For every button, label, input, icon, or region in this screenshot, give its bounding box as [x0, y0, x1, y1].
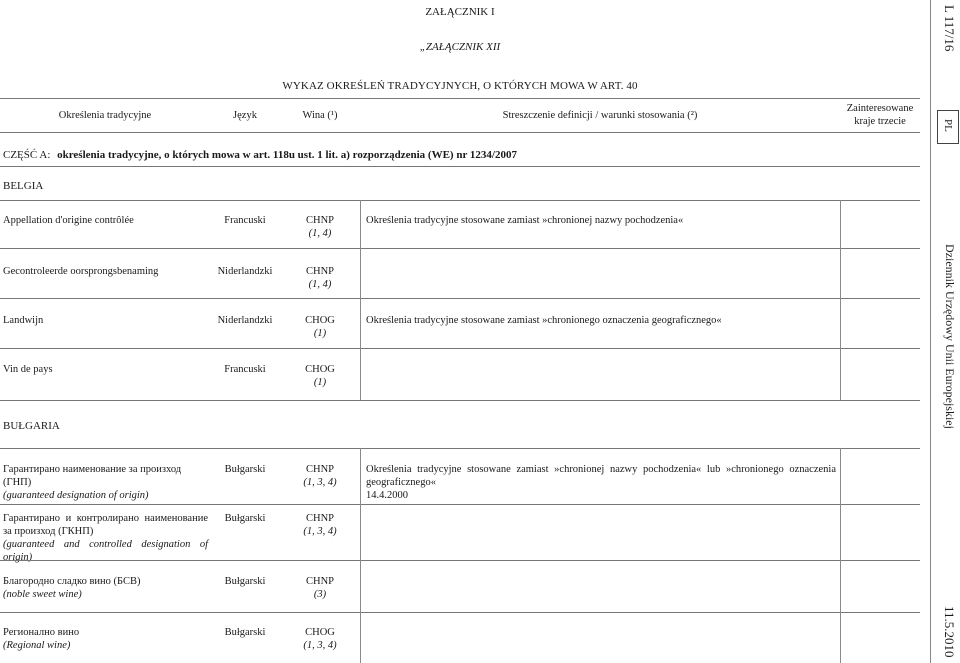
table-row-language: Francuski	[224, 215, 266, 226]
table-row-term: Appellation d'origine contrôlée	[3, 215, 134, 226]
term-native: Регионално вино	[3, 627, 80, 638]
table-row-language: Niderlandzki	[217, 266, 273, 277]
wine-note: (1, 3, 4)	[303, 526, 337, 537]
wine-note: (1, 3, 4)	[303, 477, 337, 488]
table-row-term: Vin de pays	[3, 364, 53, 375]
header-bottom-rule	[0, 132, 920, 133]
term-english: (Regional wine)	[3, 640, 71, 651]
table-row-language: Bułgarski	[224, 627, 266, 638]
wine-category: CHNP	[305, 215, 334, 226]
wine-note: (1, 4)	[308, 279, 332, 290]
table-row-language: Bułgarski	[224, 513, 266, 524]
summary-date: 14.4.2000	[366, 490, 408, 501]
part-text: określenia tradycyjne, o których mowa w art. 118u ust. 1 lit. a) rozporządzenia (WE) nr 1234/2007	[57, 149, 517, 161]
part-rule	[0, 166, 920, 167]
country-belgia: BELGIA	[3, 180, 44, 192]
row-rule	[0, 298, 920, 299]
wine-category: CHNP	[305, 464, 334, 475]
table-row-summary: Określenia tradycyjne stosowane zamiast »chronionej nazwy pochodzenia«	[366, 215, 684, 226]
table-row-wine	[280, 363, 360, 389]
wine-note: (1, 3, 4)	[303, 640, 337, 651]
table-row-wine	[280, 626, 360, 652]
annex-sublabel: „ZAŁĄCZNIK XII	[419, 41, 501, 53]
publication-date: 11.5.2010	[942, 606, 957, 658]
term-native: Благородно сладко вино (БСВ)	[3, 576, 141, 587]
table-row-language: Bułgarski	[224, 464, 266, 475]
table-row-language: Bułgarski	[224, 576, 266, 587]
col-header-countries-line1: Zainteresowane	[846, 103, 914, 114]
part-label: CZĘŚĆ A:	[3, 149, 51, 161]
term-native: Гарантирано и контролирано наименование за произход (ГКНП)	[3, 513, 208, 537]
row-rule	[0, 504, 920, 505]
belgia-rule	[0, 200, 920, 201]
summary-text: Określenia tradycyjne stosowane zamiast »chronionej nazwy pochodzenia« lub »chronionego oznaczenia geograficznego«	[366, 464, 836, 488]
language-code-box	[937, 110, 959, 144]
annex-label: ZAŁĄCZNIK I	[425, 6, 495, 18]
row-rule	[0, 612, 920, 613]
wine-category: CHNP	[305, 513, 334, 524]
row-rule	[0, 348, 920, 349]
wine-note: (1)	[313, 328, 327, 339]
journal-name: Dziennik Urzędowy Unii Europejskiej	[943, 244, 957, 429]
wine-category: CHNP	[305, 576, 334, 587]
wine-category: CHNP	[305, 266, 334, 277]
table-row-summary	[366, 463, 836, 502]
wine-note: (1, 4)	[308, 228, 332, 239]
header-top-rule	[0, 98, 920, 99]
table-row-wine	[280, 265, 360, 291]
column-divider	[840, 448, 841, 663]
wine-note: (3)	[313, 589, 327, 600]
wine-category: CHOG	[305, 315, 335, 326]
table-row-term: Landwijn	[3, 315, 44, 326]
table-row-term: Gecontroleerde oorsprongsbenaming	[3, 266, 159, 277]
table-row-wine	[280, 463, 360, 489]
column-divider	[840, 200, 841, 400]
col-header-summary: Streszczenie definicji / warunki stosowania (²)	[502, 110, 698, 121]
term-english: (guaranteed and controlled designation of origin)	[3, 539, 208, 563]
row-rule	[0, 400, 920, 401]
table-row-wine	[280, 512, 360, 538]
col-header-wine: Wina (¹)	[302, 110, 338, 121]
col-header-term: Określenia tradycyjne	[58, 110, 152, 121]
col-header-countries	[840, 102, 920, 128]
table-row-wine	[280, 214, 360, 240]
wine-category: CHOG	[305, 627, 335, 638]
part-heading	[3, 149, 517, 162]
table-row-language: Niderlandzki	[217, 315, 273, 326]
table-row-wine	[280, 575, 360, 601]
table-row-language: Francuski	[224, 364, 266, 375]
country-bulgaria: BUŁGARIA	[3, 420, 60, 432]
table-row-summary: Określenia tradycyjne stosowane zamiast »chronionego oznaczenia geograficznego«	[366, 315, 722, 326]
language-code: PL	[942, 119, 954, 132]
table-row-term	[3, 463, 208, 502]
col-header-countries-line2: kraje trzecie	[854, 116, 906, 127]
term-english: (noble sweet wine)	[3, 589, 82, 600]
column-divider	[360, 200, 361, 400]
table-row-term	[3, 512, 208, 564]
wine-category: CHOG	[305, 364, 335, 375]
document-title: WYKAZ OKREŚLEŃ TRADYCYJNYCH, O KTÓRYCH MOWA W ART. 40	[282, 80, 638, 92]
term-native: Гарантирано наименование за произход (ГНП)	[3, 464, 182, 488]
term-english: (guaranteed designation of origin)	[3, 490, 149, 501]
bulgaria-rule	[0, 448, 920, 449]
table-row-wine	[280, 314, 360, 340]
column-divider	[360, 448, 361, 663]
wine-note: (1)	[313, 377, 327, 388]
col-header-language: Język	[233, 110, 257, 121]
sidebar-rule	[930, 0, 931, 663]
table-row-term	[3, 626, 208, 652]
row-rule	[0, 248, 920, 249]
table-row-term	[3, 575, 208, 601]
row-rule	[0, 560, 920, 561]
page-reference: L 117/16	[942, 5, 957, 52]
